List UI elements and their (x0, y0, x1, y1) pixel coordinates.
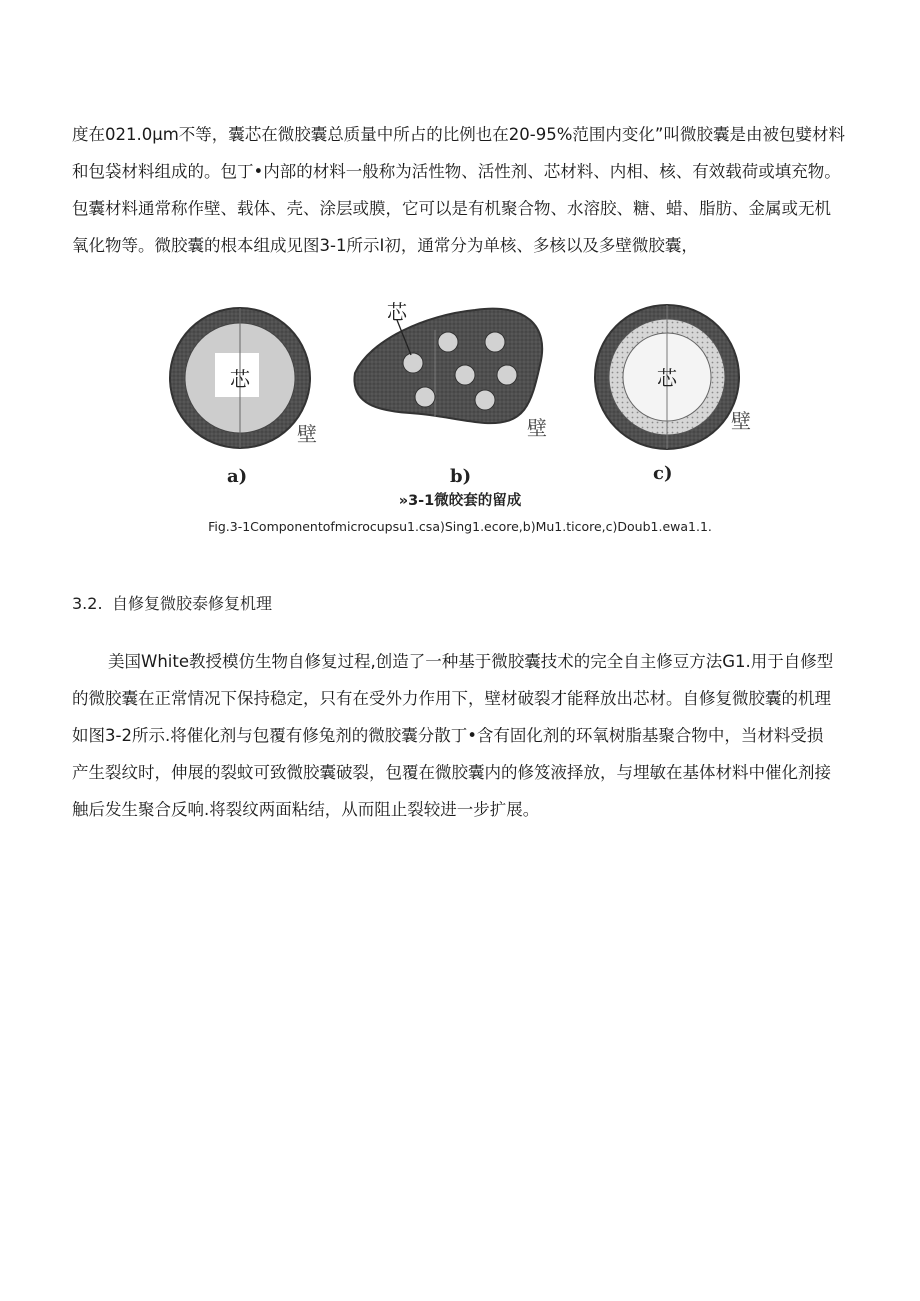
panel-label-c: c) (653, 463, 673, 484)
core-circle (475, 390, 495, 410)
core-circle (455, 365, 475, 385)
figure-caption-chinese: »3-1微皎套的留成 (398, 493, 522, 509)
figure-caption-english: Fig.3-1Componentofmicrocupsu1.csa)Sing1.ecore,b)Mu1.ticore,c)Doub1.ewa1.1. (208, 519, 712, 534)
text-line: 美国White教授模仿生物自修复过程,创造了一种基于微胶囊技术的完全自主修豆方法G1.用于自修型 (108, 652, 834, 671)
core-label: 芯 (230, 367, 250, 391)
section-title: 自修复微胶泰修复机理 (112, 594, 273, 613)
text-line: 的微胶囊在正常情况下保持稳定，只有在受外力作用下，壁材破裂才能释放出芯材。自修复微胶囊的机理 (72, 689, 831, 708)
core-circle (415, 387, 435, 407)
text-line: 包囊材料通常称作壁、载体、壳、涂层或膜，它可以是有机聚合物、水溶胶、糖、蜡、脂肪、金属或无机 (72, 199, 831, 218)
text-line: 氧化物等。微胶囊的根本组成见图3-1所示I初，通常分为单核、多核以及多壁微胶囊， (72, 236, 698, 255)
wall-label: 壁 (297, 422, 317, 446)
text-line: 产生裂纹时，伸展的裂蚊可致微胶囊破裂，包覆在微胶囊内的修笈液择放，与埋敏在基体材料中催化剂接 (72, 763, 831, 782)
intro-paragraph (72, 116, 862, 264)
wall-label: 壁 (527, 416, 547, 440)
wall-label: 壁 (731, 409, 751, 433)
mechanism-paragraph (72, 643, 862, 828)
text-line: 度在021.0μm不等，囊芯在微胶囊总质量中所占的比例也在20-95%范围内变化”叫微胶囊是由被包嬖材料 (72, 125, 845, 144)
panel-c-double-wall (595, 305, 751, 484)
core-circle (485, 332, 505, 352)
panel-label-a: a) (227, 466, 248, 487)
text-line: 和包袋材料组成的。包丁•内部的材料一般称为活性物、活性剂、芯材料、内相、核、有效载荷或填充物。 (72, 162, 841, 181)
core-circle (438, 332, 458, 352)
microcapsule-figure (165, 295, 765, 495)
panel-b-multi-core (354, 300, 547, 487)
section-heading (72, 591, 272, 614)
text-line: 如图3-2所示.将催化剂与包覆有修兔剂的微胶囊分散丁•含有固化剂的环氧树脂基聚合物中，当材料受损 (72, 726, 824, 745)
core-circle (403, 353, 423, 373)
core-circle (497, 365, 517, 385)
text-line: 触后发生聚合反响.将裂纹两面粘结，从而阻止裂较进一步扩展。 (72, 800, 540, 819)
core-label: 芯 (657, 366, 677, 390)
core-label: 芯 (387, 300, 407, 324)
panel-a-single-core (170, 308, 317, 487)
section-number: 3.2. (72, 594, 103, 613)
panel-label-b: b) (450, 466, 472, 487)
wall-blob (354, 309, 542, 423)
